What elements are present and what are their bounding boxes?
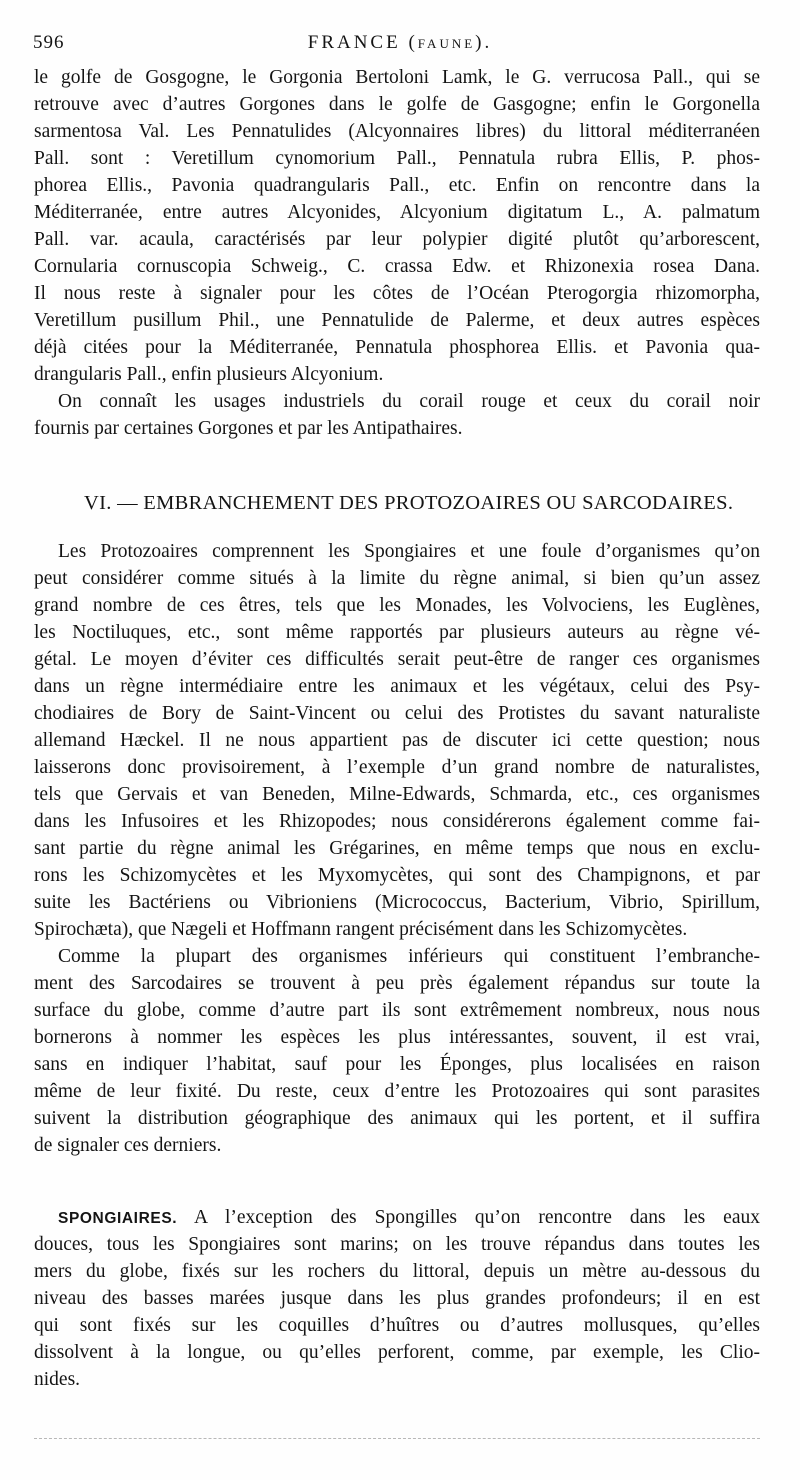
text-line: Méditerranée, entre autres Alcyonides, Alcyonium digitatum L., A. palmatum xyxy=(34,202,760,223)
text-line: le golfe de Gosgogne, le Gorgonia Bertoloni Lamk, le G. verrucosa Pall., qui se xyxy=(34,67,760,88)
text-line: retrouve avec d’autres Gorgones dans le golfe de Gasgogne; enfin le Gorgonella xyxy=(34,94,760,115)
text-line: déjà citées pour la Méditerranée, Pennatula phosphorea Ellis. et Pavonia qua- xyxy=(34,337,760,358)
paragraph-sarcodaires xyxy=(34,943,760,1159)
text-line: ment des Sarcodaires se trouvent à peu près également répandus sur toute la xyxy=(34,973,760,994)
text-line: mers du globe, fixés sur les rochers du littoral, depuis un mètre au-dessous du xyxy=(34,1261,760,1282)
running-title-close: ). xyxy=(475,32,493,53)
text-line xyxy=(34,1204,760,1231)
paragraph-protozoaires xyxy=(34,538,760,943)
text-line: de signaler ces derniers. xyxy=(34,1135,222,1156)
text-line: Pall. var. acaula, caractérisés par leur polypier digité plutôt qu’arborescent, xyxy=(34,229,760,250)
text-line: surface du globe, comme d’autre part ils sont extrêmement nombreux, nous nous xyxy=(34,1000,760,1021)
text-line: bornerons à nommer les espèces les plus intéressantes, souvent, il est vrai, xyxy=(34,1027,760,1048)
text-line: Les Protozoaires comprennent les Spongiaires et une foule d’organismes qu’on xyxy=(58,541,760,562)
text-line: grand nombre de ces êtres, tels que les Monades, les Volvociens, les Euglènes, xyxy=(34,595,760,616)
text-line: Pall. sont : Veretillum cynomorium Pall., Pennatula rubra Ellis, P. phos- xyxy=(34,148,760,169)
paragraph-alcyonnaires xyxy=(34,64,760,388)
text-line: Cornularia cornuscopia Schweig., C. crassa Edw. et Rhizonexia rosea Dana. xyxy=(34,256,760,277)
running-title-subject: FAUNE xyxy=(417,36,476,51)
run-in-heading: SPONGIAIRES. xyxy=(58,1210,178,1227)
text-line: qui sont fixés sur les coquilles d’huîtres ou d’autres mollusques, qu’elles xyxy=(34,1315,760,1336)
text-line: gétal. Le moyen d’éviter ces difficultés serait peut-être de ranger ces organismes xyxy=(34,649,760,670)
text-block-protozoaires xyxy=(34,538,760,1159)
footer-rule xyxy=(34,1438,760,1439)
text-line: phorea Ellis., Pavonia quadrangularis Pall., etc. Enfin on rencontre dans la xyxy=(34,175,760,196)
text-line: Il nous reste à signaler pour les côtes de l’Océan Pterogorgia rhizomorpha, xyxy=(34,283,760,304)
text-line: niveau des basses marées jusque dans les plus grandes profondeurs; il en est xyxy=(34,1288,760,1309)
text-line: dissolvent à la longue, ou qu’elles perforent, comme, par exemple, les Clio- xyxy=(34,1342,760,1363)
text-line: laisserons donc provisoirement, à l’exemple d’un grand nombre de naturalistes, xyxy=(34,757,760,778)
text-line: rons les Schizomycètes et les Myxomycètes, qui sont des Champignons, et par xyxy=(34,865,760,886)
page-header xyxy=(0,32,800,56)
text-line-tail: A l’exception des Spongilles qu’on rencontre dans les eaux xyxy=(177,1207,760,1228)
text-line: nides. xyxy=(34,1369,81,1390)
text-line: allemand Hæckel. Il ne nous appartient pas de discuter ici cette question; nous xyxy=(34,730,760,751)
text-block-cnidaria xyxy=(34,64,760,442)
text-line: sant partie du règne animal les Grégarines, en même temps que nous en exclu- xyxy=(34,838,760,859)
text-line: chodiaires de Bory de Saint-Vincent ou celui des Protistes du savant naturaliste xyxy=(34,703,760,724)
text-line: fournis par certaines Gorgones et par les Antipathaires. xyxy=(34,418,463,439)
text-line: sans en indiquer l’habitat, sauf pour les Éponges, plus localisées en raison xyxy=(34,1054,760,1075)
text-line: sarmentosa Val. Les Pennatulides (Alcyonnaires libres) du littoral méditerranéen xyxy=(34,121,760,142)
text-line: même de leur fixité. Du reste, ceux d’entre les Protozoaires qui sont parasites xyxy=(34,1081,760,1102)
text-line: douces, tous les Spongiaires sont marins; on les trouve répandus dans toutes les xyxy=(34,1234,760,1255)
text-line: On connaît les usages industriels du corail rouge et ceux du corail noir xyxy=(58,391,760,412)
text-line: Comme la plupart des organismes inférieurs qui constituent l’embranche- xyxy=(58,946,760,967)
text-line: drangularis Pall., enfin plusieurs Alcyonium. xyxy=(34,364,384,385)
page-number: 596 xyxy=(33,32,65,53)
text-line: Spirochæta), que Nægeli et Hoffmann rangent précisément dans les Schizomycètes. xyxy=(34,919,688,940)
text-line: tels que Gervais et van Beneden, Milne-Edwards, Schmarda, etc., ces organismes xyxy=(34,784,760,805)
section-heading: VI. — EMBRANCHEMENT DES PROTOZOAIRES OU SARCODAIRES. xyxy=(84,492,734,514)
text-line: les Noctiluques, etc., sont même rapportés par plusieurs auteurs au règne vé- xyxy=(34,622,760,643)
running-title xyxy=(0,32,800,54)
text-line: dans un règne intermédiaire entre les animaux et les végétaux, celui des Psy- xyxy=(34,676,760,697)
text-line: peut considérer comme situés à la limite du règne animal, si bien qu’un assez xyxy=(34,568,760,589)
text-line: Veretillum pusillum Phil., une Pennatulide de Palerme, et deux autres espèces xyxy=(34,310,760,331)
paragraph-spongiaires xyxy=(34,1204,760,1393)
text-line: suivent la distribution géographique des animaux qui les portent, et il suffira xyxy=(34,1108,760,1129)
running-title-main: FRANCE ( xyxy=(307,32,418,53)
text-line: suite les Bactériens ou Vibrioniens (Micrococcus, Bacterium, Vibrio, Spirillum, xyxy=(34,892,760,913)
paragraph-corail xyxy=(34,388,760,442)
text-line: dans les Infusoires et les Rhizopodes; nous considérerons également comme fai- xyxy=(34,811,760,832)
